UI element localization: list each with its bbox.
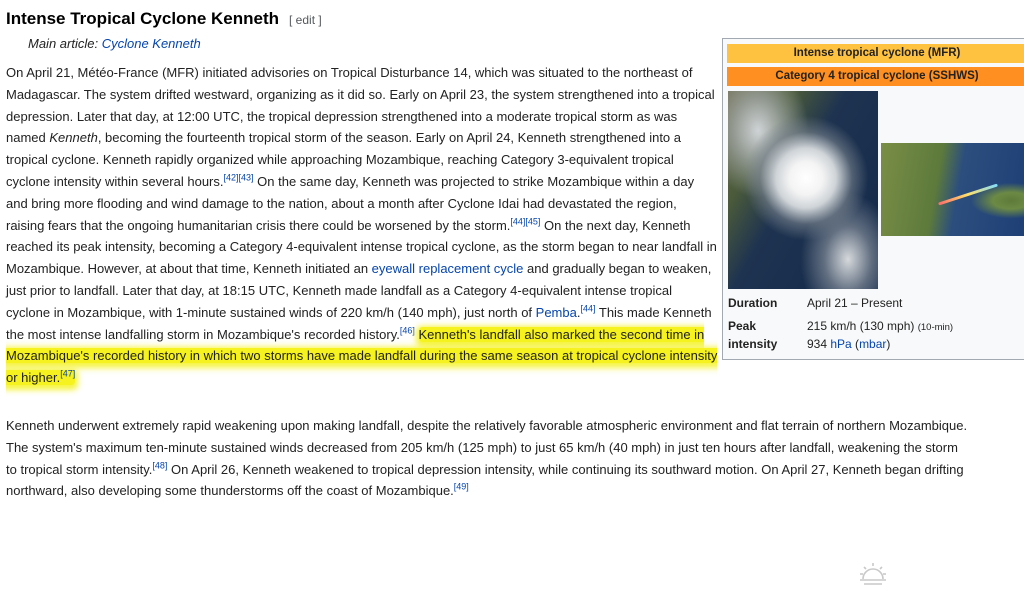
citation-44[interactable]: [44] bbox=[580, 303, 596, 314]
duration-label: Duration bbox=[728, 296, 778, 310]
p1-text-1: On April 21, Météo-France (MFR) initiated advisories on Tropical Disturbance 14, which was situated to the northeast of Madagascar. The system drifted westward, organizing as it did so. Early on April 23, the system strengthened into a tropical depression. Later that day, at 12:00 UTC, the tropical depression strengthened into a moderate tropical storm as was named bbox=[6, 65, 715, 146]
p2-line-4 bbox=[6, 480, 1024, 502]
peak-label: Peak bbox=[728, 319, 757, 333]
wind-note: (10-min) bbox=[917, 322, 954, 333]
pressure-close: ) bbox=[886, 337, 891, 351]
pemba-link[interactable]: Pemba bbox=[535, 304, 577, 320]
citation-47[interactable]: [47] bbox=[60, 368, 76, 379]
hatnote bbox=[28, 36, 201, 51]
pressure-value: 934 bbox=[807, 337, 831, 351]
track-map-image[interactable] bbox=[881, 143, 1024, 236]
citation-48[interactable]: [48] bbox=[152, 460, 168, 471]
duration-value: April 21 – Present bbox=[807, 296, 903, 310]
pressure-open: ( bbox=[851, 337, 860, 351]
sun-icon[interactable] bbox=[858, 561, 888, 587]
satellite-image[interactable] bbox=[728, 91, 878, 289]
intensity-label: intensity bbox=[728, 337, 778, 351]
kenneth-italic: Kenneth bbox=[49, 130, 98, 146]
p2-line-1: Kenneth underwent extremely rapid weakening upon making landfall, despite the relatively favorable atmospheric environment and flat terrain of northern Mozambique. bbox=[6, 418, 968, 433]
p2-line-3 bbox=[6, 459, 1024, 481]
highlight-sentence: Kenneth's landfall also marked the second time in Mozambique's recorded history in which two storms have made landfall during the same season at tropical cyclone intensity or higher. bbox=[6, 326, 718, 386]
section-heading bbox=[6, 9, 322, 29]
citation-46[interactable]: [46] bbox=[399, 325, 415, 336]
storm-track-line bbox=[938, 183, 998, 205]
p1-text-3: On the same day, Kenneth was projected to strike Mozambique within a day and bring more flooding and wind damage to the nation, about a month after Cyclone Idai had devastated the region, raising fears that the ongoing humanitarian crisis there could be worsened by the storm. bbox=[6, 173, 695, 233]
p2-text-3b: On April 26, Kenneth weakened to tropical depression intensity, while continuing its southward motion. On April 27, Kenneth began drifting bbox=[167, 461, 964, 477]
p2-line-2: The system's maximum ten-minute sustained winds decreased from 205 km/h (125 mph) to just 65 km/h (40 mph) in just ten hours after landfall, weakening the storm bbox=[6, 439, 958, 455]
p1-text-5: and gradually began to weaken, just prior to landfall. Later that day, at 18:15 UTC, Kenneth made landfall as a Category 4-equivalent intense tropical cyclone in Mozambique, with 1-minute sustained winds of 220 km/h (140 mph), just north of bbox=[6, 261, 712, 320]
p1-text-4: On the next day, Kenneth reached its peak intensity, becoming a Category 4-equivalent intense tropical cyclone, as the storm began to near landfall in Mozambique. However, at about that time, Kenneth initiated an bbox=[6, 217, 717, 277]
peak-pressure-value bbox=[807, 335, 890, 353]
peak-wind-value bbox=[807, 317, 953, 337]
paragraph-2 bbox=[6, 415, 1024, 502]
hatnote-prefix: Main article: bbox=[28, 36, 102, 51]
main-article-link[interactable]: Cyclone Kenneth bbox=[101, 36, 201, 51]
p1-text-2: , becoming the fourteenth tropical storm of the season. Early on April 24, Kenneth strengthened into a tropical cyclone. Kenneth rapidly organized while approaching Mozambique, reaching Category 3-equivalent tropical cyclone intensity within several hours. bbox=[6, 130, 682, 189]
hpa-link[interactable]: hPa bbox=[830, 337, 852, 351]
p2-text-4: northward, also developing some thunderstorms off the coast of Mozambique. bbox=[6, 483, 454, 499]
p1-text-6: . bbox=[576, 304, 581, 320]
infobox-header-sshws[interactable]: Category 4 tropical cyclone (SSHWS) bbox=[727, 67, 1024, 86]
wind-value: 215 km/h (130 mph) bbox=[807, 319, 915, 333]
edit-link[interactable]: [ edit ] bbox=[289, 13, 322, 27]
p2-text-3a: to tropical storm intensity. bbox=[6, 461, 153, 477]
infobox-header-mfr[interactable]: Intense tropical cyclone (MFR) bbox=[727, 44, 1024, 63]
citation-44-45[interactable]: [44][45] bbox=[510, 216, 541, 227]
p1-text-7: This made Kenneth the most intense landfalling storm in Mozambique's recorded history. bbox=[6, 304, 712, 342]
eyewall-replacement-link[interactable]: eyewall replacement cycle bbox=[371, 261, 524, 277]
section-title: Intense Tropical Cyclone Kenneth bbox=[6, 9, 280, 28]
citation-42-43[interactable]: [42][43] bbox=[223, 172, 254, 183]
paragraph-1 bbox=[6, 62, 718, 389]
infobox bbox=[722, 38, 1024, 360]
citation-49[interactable]: [49] bbox=[453, 482, 469, 493]
mbar-link[interactable]: mbar bbox=[859, 337, 887, 351]
